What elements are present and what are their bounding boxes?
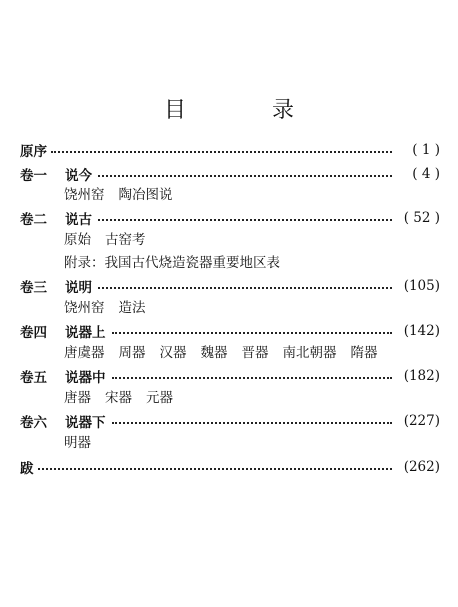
toc-subentry: 唐虞器 bbox=[64, 345, 105, 361]
toc-page-number: (105) bbox=[403, 278, 440, 294]
toc-entry-vol1[interactable] bbox=[20, 164, 440, 184]
toc-subentries bbox=[64, 298, 160, 318]
dot-leader bbox=[98, 219, 392, 221]
page-title: 目 录 bbox=[163, 98, 326, 123]
toc-subentry: 唐器 bbox=[64, 390, 91, 406]
toc-topic: 说器上 bbox=[65, 325, 106, 341]
toc-volume-label: 原序 bbox=[20, 144, 47, 160]
toc-page-number: ( 4 ) bbox=[412, 166, 440, 182]
toc-topic: 说器下 bbox=[65, 415, 106, 431]
toc-volume-label: 卷三 bbox=[20, 280, 47, 296]
toc-entry-vol6[interactable] bbox=[20, 411, 440, 431]
toc-subentry: 饶州窑 bbox=[64, 300, 105, 316]
dot-leader bbox=[51, 151, 392, 153]
toc-subentry: 原始 bbox=[64, 232, 91, 248]
toc-subentry: 元器 bbox=[146, 390, 173, 406]
toc-entry-postscript[interactable] bbox=[20, 457, 440, 477]
toc-entry-vol4[interactable] bbox=[20, 321, 440, 341]
toc-subentry: 明器 bbox=[64, 435, 91, 451]
toc-page-number: (227) bbox=[403, 413, 440, 429]
toc-volume-label: 卷六 bbox=[20, 415, 47, 431]
toc-entry-preface[interactable] bbox=[20, 140, 440, 160]
toc-subentries bbox=[64, 343, 392, 363]
toc-topic: 说明 bbox=[65, 280, 92, 296]
toc-subentry: 周器 bbox=[118, 345, 146, 361]
toc-volume-label: 卷二 bbox=[20, 212, 47, 228]
toc-topic: 说器中 bbox=[65, 370, 106, 386]
toc-volume-label: 卷五 bbox=[20, 370, 47, 386]
toc-volume-label: 卷一 bbox=[20, 168, 47, 184]
dot-leader bbox=[98, 175, 392, 177]
toc-volume-label: 卷四 bbox=[20, 325, 47, 341]
toc-page-number: ( 52 ) bbox=[403, 210, 440, 226]
dot-leader bbox=[98, 287, 392, 289]
dot-leader bbox=[38, 468, 393, 470]
toc-subentry: 魏器 bbox=[200, 345, 228, 361]
toc-page-number: (182) bbox=[403, 368, 440, 384]
toc-subentries bbox=[64, 230, 160, 250]
toc-subentry: 陶冶图说 bbox=[118, 187, 173, 203]
dot-leader bbox=[112, 422, 393, 424]
dot-leader bbox=[112, 332, 393, 334]
toc-subentry: 汉器 bbox=[159, 345, 187, 361]
dot-leader bbox=[112, 377, 393, 379]
toc-entry-vol5[interactable] bbox=[20, 366, 440, 386]
toc-subentries bbox=[64, 253, 294, 273]
toc-entry-vol2[interactable] bbox=[20, 208, 440, 228]
toc-subentry: 晋器 bbox=[241, 345, 269, 361]
toc-subentry: 造法 bbox=[118, 300, 146, 316]
toc-subentry: 饶州窑 bbox=[64, 187, 105, 203]
toc-subentries bbox=[64, 388, 187, 408]
toc-subentry: 附录：我国古代烧造瓷器重要地区表 bbox=[64, 255, 280, 271]
toc-volume-label: 跋 bbox=[20, 461, 34, 477]
toc-subentries bbox=[64, 433, 105, 453]
toc-subentry: 隋器 bbox=[350, 345, 378, 361]
toc-entry-vol3[interactable] bbox=[20, 276, 440, 296]
toc-subentry: 南北朝器 bbox=[282, 345, 337, 361]
toc-topic: 说今 bbox=[65, 168, 92, 184]
toc-page-number: (262) bbox=[403, 459, 440, 475]
toc-subentries bbox=[64, 185, 187, 205]
toc-page-number: ( 1 ) bbox=[412, 142, 440, 158]
toc-subentry: 宋器 bbox=[105, 390, 132, 406]
toc-subentry: 古窑考 bbox=[105, 232, 146, 248]
toc-page-number: (142) bbox=[403, 323, 440, 339]
toc-topic: 说古 bbox=[65, 212, 92, 228]
